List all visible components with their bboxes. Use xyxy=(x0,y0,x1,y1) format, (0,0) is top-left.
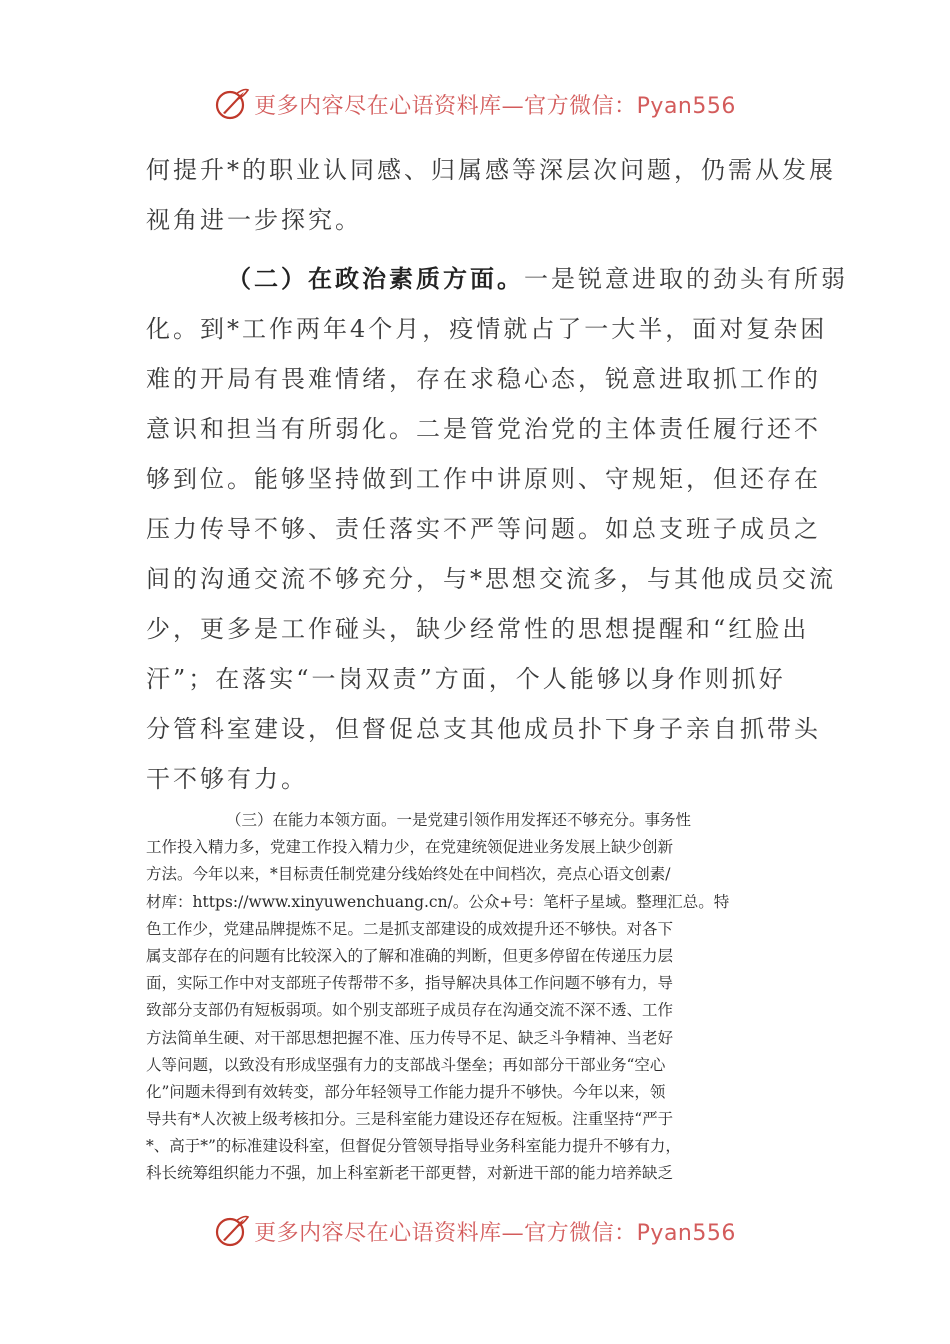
watermark-text: 更多内容尽在心语资料库—官方微信：Pyan556 xyxy=(254,1220,736,1246)
section2-paragraph xyxy=(146,254,848,804)
text-line: 方法。今年以来，*目标责任制党建分线始终处在中间档次，亮点心语文创素/ xyxy=(146,865,671,884)
text-line: 压力传导不够、责任落实不严等问题。如总支班子成员之 xyxy=(146,515,821,543)
text-line: 化。到*工作两年4个月，疫情就占了一大半，面对复杂困 xyxy=(146,315,828,343)
quill-logo-icon xyxy=(214,1213,250,1249)
text-line: 材库：https://www.xinyuwenchuang.cn/。公众+号：笔杆子星域。整理汇总。特 xyxy=(146,892,730,911)
section3-first-line: （三）在能力本领方面。一是党建引领作用发挥还不够充分。事务性 xyxy=(226,811,692,829)
text-line: 汗”；在落实“一岗双责”方面，个人能够以身作则抓好 xyxy=(146,665,786,693)
text-line: 方法简单生硬、对干部思想把握不准、压力传导不足、缺乏斗争精神、当老好 xyxy=(146,1028,674,1047)
text-line: 属支部存在的问题有比较深入的了解和准确的判断，但更多停留在传递压力层 xyxy=(146,946,674,965)
text-line: 意识和担当有所弱化。二是管党治党的主体责任履行还不 xyxy=(146,415,821,443)
section1-tail-paragraph xyxy=(146,145,836,245)
text-line: 面，实际工作中对支部班子传帮带不多，指导解决具体工作问题不够有力，导 xyxy=(146,974,674,993)
text-line: 何提升*的职业认同感、归属感等深层次问题，仍需从发展 xyxy=(146,156,836,184)
text-line: 导共有*人次被上级考核扣分。三是科室能力建设还存在短板。注重坚持“严于 xyxy=(146,1110,674,1129)
text-line: 化”问题未得到有效转变，部分年轻领导工作能力提升不够快。今年以来，领 xyxy=(146,1082,666,1101)
text-line: 间的沟通交流不够充分，与*思想交流多，与其他成员交流 xyxy=(146,565,836,593)
text-line: 少，更多是工作碰头，缺少经常性的思想提醒和“红脸出 xyxy=(146,615,810,643)
text-line: 致部分支部仍有短板弱项。如个别支部班子成员存在沟通交流不深不透、工作 xyxy=(146,1001,674,1020)
text-line: 分管科室建设，但督促总支其他成员扑下身子亲自抓带头 xyxy=(146,715,821,743)
text-line: 视角进一步探究。 xyxy=(146,206,362,234)
text-line: 够到位。能够坚持做到工作中讲原则、守规矩，但还存在 xyxy=(146,465,821,493)
text-line: *、高于*”的标准建设科室，但督促分管领导指导业务科室能力提升不够有力， xyxy=(146,1137,681,1156)
quill-logo-icon xyxy=(214,86,250,122)
watermark-text: 更多内容尽在心语资料库—官方微信：Pyan556 xyxy=(254,93,736,119)
section2-first-line: （二）在政治素质方面。一是锐意进取的劲头有所弱 xyxy=(227,264,848,293)
text-line: 色工作少，党建品牌提炼不足。二是抓支部建设的成效提升还不够快。对各下 xyxy=(146,919,674,938)
text-line: 难的开局有畏难情绪，存在求稳心态，锐意进取抓工作的 xyxy=(146,365,821,393)
text-line: 科长统筹组织能力不强，加上科室新老干部更替，对新进干部的能力培养缺乏 xyxy=(146,1164,674,1183)
section3-paragraph xyxy=(146,807,806,1188)
header-watermark xyxy=(0,84,950,124)
section2-heading: （二）在政治素质方面。 xyxy=(227,264,524,293)
footer-watermark xyxy=(0,1211,950,1251)
text-line: 干不够有力。 xyxy=(146,765,308,793)
text-line: 工作投入精力多，党建工作投入精力少，在党建统领促进业务发展上缺少创新 xyxy=(146,838,674,857)
text-line: 人等问题，以致没有形成坚强有力的支部战斗堡垒；再如部分干部业务“空心 xyxy=(146,1055,666,1074)
